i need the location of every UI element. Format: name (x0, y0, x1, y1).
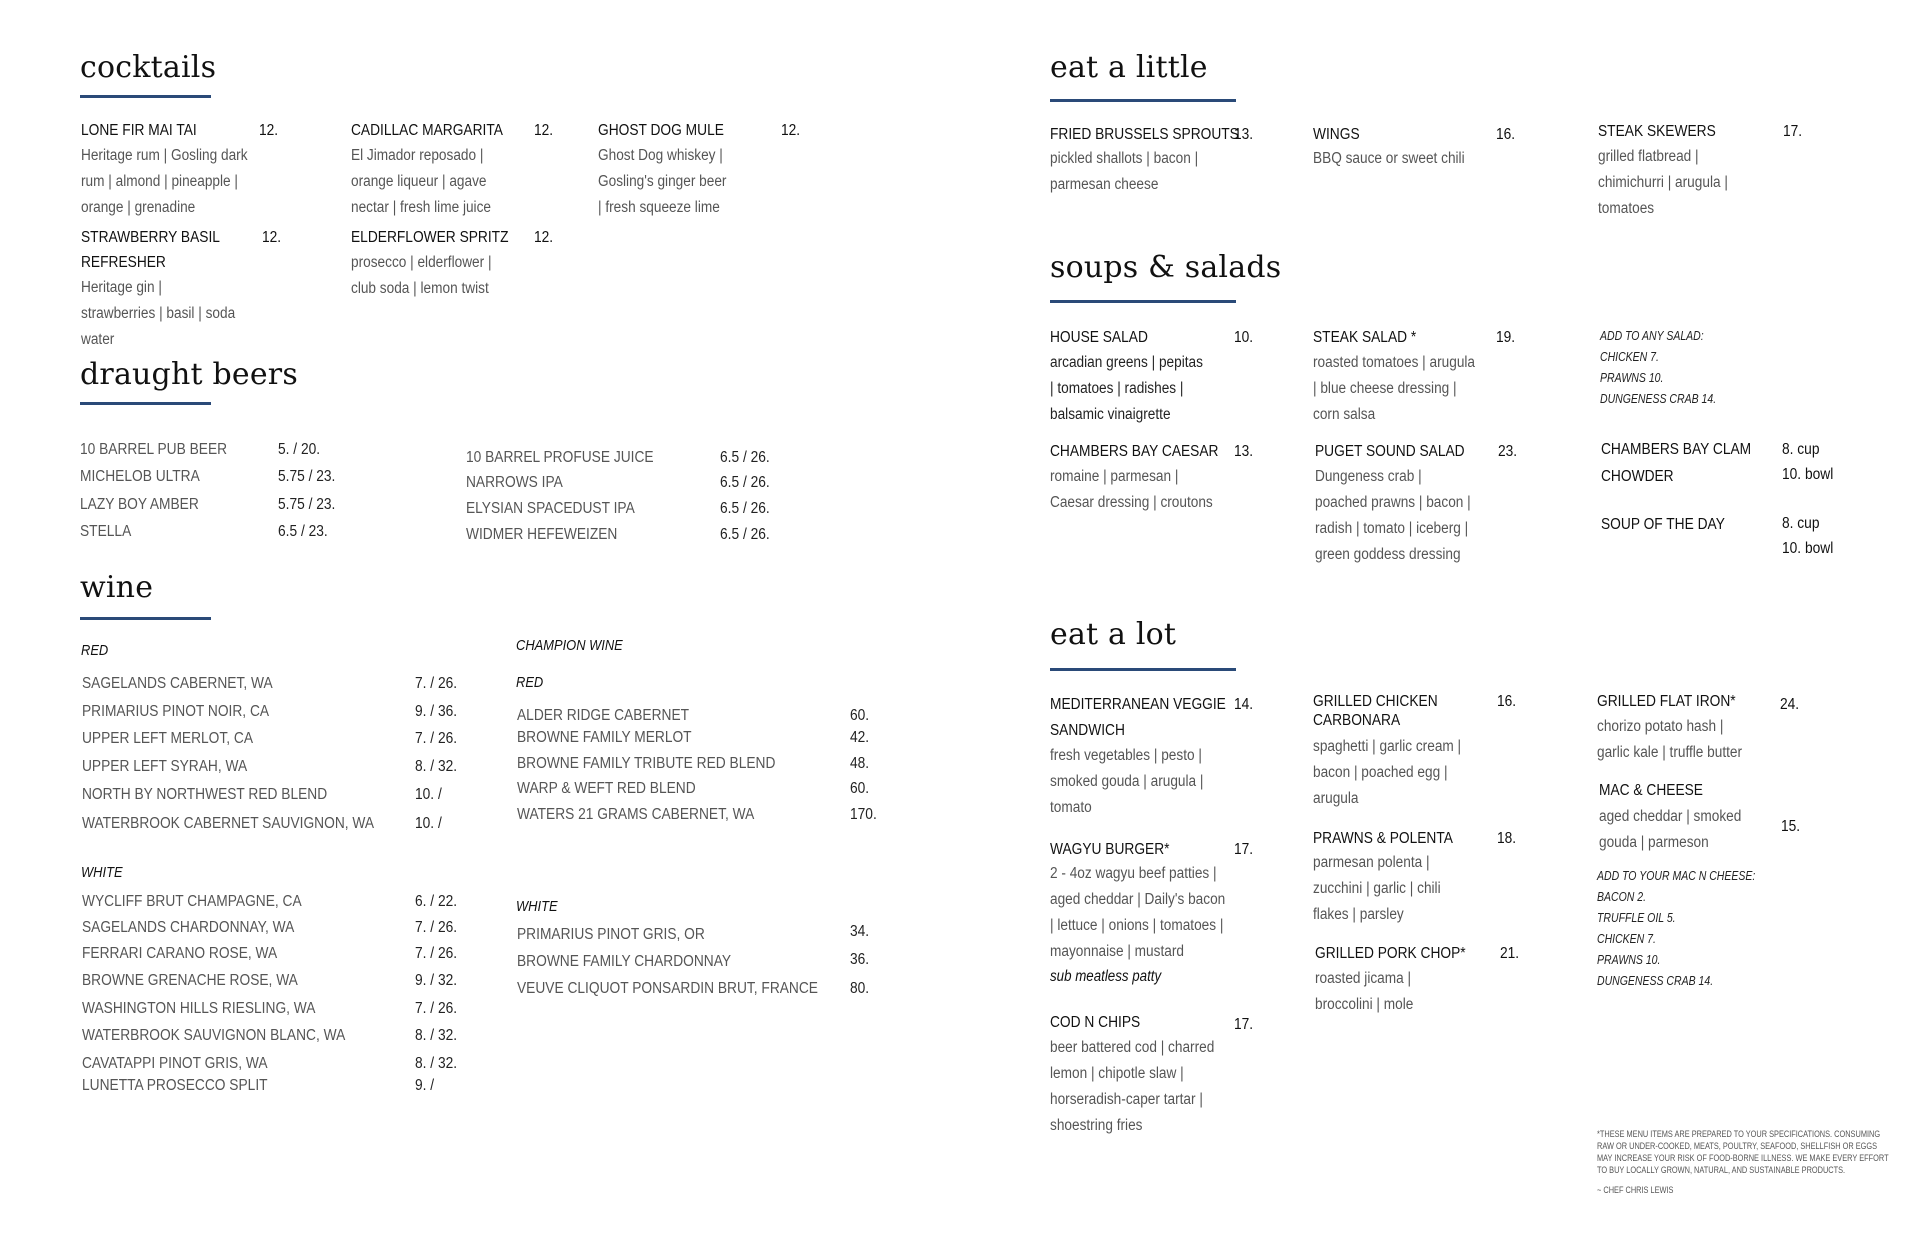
wine-price: 7. / 26. (415, 919, 458, 936)
wine-name: SAGELANDS CHARDONNAY, WA (82, 919, 295, 936)
cocktail-name-line2: REFRESHER (81, 254, 166, 271)
menu-item-name: COD N CHIPS (1050, 1014, 1141, 1031)
menu-item-price: 21. (1500, 945, 1520, 962)
menu-item-note: sub meatless patty (1050, 968, 1162, 985)
menu-item-price: 13. (1234, 126, 1254, 143)
soups-heading: soups & salads (1050, 250, 1282, 285)
wine-name: WASHINGTON HILLS RIESLING, WA (82, 1000, 316, 1017)
wine-name: WATERS 21 GRAMS CABERNET, WA (517, 806, 755, 823)
wine-price: 7. / 26. (415, 945, 458, 962)
wine-white-label: WHITE (81, 864, 123, 881)
wine-price: 34. (850, 923, 870, 940)
menu-item-desc: 2 - 4oz wagyu beef patties | aged cheddar | Daily's bacon | lettuce | onions | tomatoes | mayonnaise | mustard (1050, 865, 1226, 960)
footnote-signature: ~ CHEF CHRIS LEWIS (1597, 1185, 1674, 1195)
salad-addon: PRAWNS 10. (1600, 371, 1664, 385)
chowder-name-line2: CHOWDER (1601, 468, 1674, 485)
menu-item-name-line2: SANDWICH (1050, 722, 1125, 739)
wine-red-label: RED (81, 642, 109, 659)
wine-name: SAGELANDS CABERNET, WA (82, 675, 273, 692)
beer-price: 6.5 / 26. (720, 500, 770, 517)
wine-price: 170. (850, 806, 877, 823)
cocktail-desc: El Jimador reposado | orange liqueur | agave nectar | fresh lime juice (351, 147, 492, 216)
wine-price: 9. / (415, 1077, 435, 1094)
beer-name: ELYSIAN SPACEDUST IPA (466, 500, 635, 517)
wine-name: PRIMARIUS PINOT NOIR, CA (82, 703, 270, 720)
wine-name: BROWNE FAMILY MERLOT (517, 729, 692, 746)
menu-item-name: PUGET SOUND SALAD (1315, 443, 1465, 460)
wine-name: CAVATAPPI PINOT GRIS, WA (82, 1055, 268, 1072)
wine-name: WYCLIFF BRUT CHAMPAGNE, CA (82, 893, 302, 910)
menu-item-price: 10. (1234, 329, 1254, 346)
menu-item-name: STEAK SALAD * (1313, 329, 1417, 346)
beer-price: 5. / 20. (278, 441, 321, 458)
cocktail-name: CADILLAC MARGARITA (351, 122, 503, 139)
menu-item-desc: roasted jicama | broccolini | mole (1315, 970, 1414, 1013)
menu-item-name: FRIED BRUSSELS SPROUTS (1050, 126, 1239, 143)
wine-price: 9. / 36. (415, 703, 458, 720)
menu-item-name: WINGS (1313, 126, 1360, 143)
menu-item-name: GRILLED CHICKEN (1313, 693, 1438, 710)
cocktail-price: 12. (259, 122, 279, 139)
mac-addon: TRUFFLE OIL 5. (1597, 911, 1676, 925)
wine-name: WATERBROOK SAUVIGNON BLANC, WA (82, 1027, 346, 1044)
wine-price: 60. (850, 780, 870, 797)
wine-name: LUNETTA PROSECCO SPLIT (82, 1077, 268, 1094)
wine-price: 9. / 32. (415, 972, 458, 989)
wine-price: 8. / 32. (415, 758, 458, 775)
salad-addon: DUNGENESS CRAB 14. (1600, 392, 1717, 406)
menu-item-name: PRAWNS & POLENTA (1313, 830, 1453, 847)
beer-price: 6.5 / 26. (720, 526, 770, 543)
wine-name: BROWNE FAMILY TRIBUTE RED BLEND (517, 755, 776, 772)
footnote: *THESE MENU ITEMS ARE PREPARED TO YOUR SPECIFICATIONS. CONSUMING RAW OR UNDER-COOKED, MEATS, POULTRY, SEAFOOD, SHELLFISH OR EGGS MAY INCREASE YOUR RISK OF FOOD-BORNE ILLNESS. WE MAKE EVERY EFFORT TO BUY LOCALLY GROWN, NATURAL, AND SUSTAINABLE PRODUCTS. (1597, 1129, 1889, 1175)
mac-addon: BACON 2. (1597, 890, 1647, 904)
wine-price: 7. / 26. (415, 730, 458, 747)
wine-price: 10. / (415, 815, 442, 832)
champion-red-label: RED (516, 674, 544, 691)
wine-price: 6. / 22. (415, 893, 458, 910)
champion-white-label: WHITE (516, 898, 558, 915)
beer-price: 5.75 / 23. (278, 496, 336, 513)
wine-name: NORTH BY NORTHWEST RED BLEND (82, 786, 328, 803)
cocktail-desc: Ghost Dog whiskey | Gosling's ginger beer | fresh squeeze lime (598, 147, 727, 216)
cocktail-price: 12. (534, 229, 554, 246)
menu-item-price: 24. (1780, 696, 1800, 713)
menu-item-name: STEAK SKEWERS (1598, 123, 1716, 140)
cocktail-price: 12. (262, 229, 282, 246)
wine-name: FERRARI CARANO ROSE, WA (82, 945, 278, 962)
mac-addon-title: ADD TO YOUR MAC N CHEESE: (1597, 869, 1756, 883)
cocktail-name: ELDERFLOWER SPRITZ (351, 229, 509, 246)
wine-price: 8. / 32. (415, 1027, 458, 1044)
soup-of-day-cup-price: 8. cup (1782, 515, 1820, 532)
eat-lot-heading: eat a lot (1050, 617, 1177, 652)
wine-name: UPPER LEFT SYRAH, WA (82, 758, 248, 775)
menu-item-price: 16. (1496, 126, 1516, 143)
beer-price: 5.75 / 23. (278, 468, 336, 485)
wine-price: 36. (850, 951, 870, 968)
wine-name: UPPER LEFT MERLOT, CA (82, 730, 254, 747)
wine-rule (80, 617, 211, 620)
wine-name: VEUVE CLIQUOT PONSARDIN BRUT, FRANCE (517, 980, 818, 997)
menu-item-name: MAC & CHEESE (1599, 782, 1703, 799)
menu-item-desc: parmesan polenta | zucchini | garlic | chili flakes | parsley (1313, 854, 1441, 923)
salad-addon: CHICKEN 7. (1600, 350, 1659, 364)
wine-heading: wine (80, 570, 154, 605)
menu-item-name: MEDITERRANEAN VEGGIE (1050, 696, 1226, 713)
menu-item-desc: Dungeness crab | poached prawns | bacon | radish | tomato | iceberg | green goddess dressing (1315, 468, 1471, 563)
menu-item-price: 23. (1498, 443, 1518, 460)
menu-item-name-line2: CARBONARA (1313, 712, 1401, 729)
menu-item-desc: chorizo potato hash | garlic kale | truffle butter (1597, 718, 1743, 761)
beer-price: 6.5 / 26. (720, 474, 770, 491)
menu-item-desc: romaine | parmesan | Caesar dressing | croutons (1050, 468, 1213, 511)
wine-name: WARP & WEFT RED BLEND (517, 780, 696, 797)
menu-item-price: 13. (1234, 443, 1254, 460)
menu-item-name: CHAMBERS BAY CAESAR (1050, 443, 1219, 460)
soups-rule (1050, 300, 1236, 303)
beer-name: 10 BARREL PROFUSE JUICE (466, 449, 654, 466)
eat-little-rule (1050, 99, 1236, 102)
cocktail-name: STRAWBERRY BASIL (81, 229, 220, 246)
wine-price: 8. / 32. (415, 1055, 458, 1072)
beer-name: 10 BARREL PUB BEER (80, 441, 228, 458)
wine-price: 60. (850, 707, 870, 724)
champion-wine-label: CHAMPION WINE (516, 637, 623, 654)
wine-price: 10. / (415, 786, 442, 803)
chowder-name: CHAMBERS BAY CLAM (1601, 441, 1752, 458)
menu-item-price: 17. (1234, 1016, 1254, 1033)
beer-price: 6.5 / 26. (720, 449, 770, 466)
menu-item-price: 19. (1496, 329, 1516, 346)
menu-item-desc: spaghetti | garlic cream | bacon | poached egg | arugula (1313, 738, 1462, 807)
cocktail-desc: prosecco | elderflower | club soda | lemon twist (351, 254, 492, 297)
chowder-cup-price: 8. cup (1782, 441, 1820, 458)
cocktail-desc: Heritage gin | strawberries | basil | soda water (81, 279, 236, 348)
wine-name: BROWNE FAMILY CHARDONNAY (517, 953, 732, 970)
menu-item-desc: pickled shallots | bacon | parmesan cheese (1050, 150, 1199, 193)
beer-name: WIDMER HEFEWEIZEN (466, 526, 618, 543)
beer-name: MICHELOB ULTRA (80, 468, 200, 485)
wine-price: 42. (850, 729, 870, 746)
soup-of-day-bowl-price: 10. bowl (1782, 540, 1834, 557)
beers-rule (80, 402, 211, 405)
soup-of-day-name: SOUP OF THE DAY (1601, 516, 1725, 533)
wine-price: 7. / 26. (415, 1000, 458, 1017)
menu-item-price: 18. (1497, 830, 1517, 847)
wine-name: ALDER RIDGE CABERNET (517, 707, 690, 724)
menu-item-price: 15. (1781, 818, 1801, 835)
beer-name: NARROWS IPA (466, 474, 563, 491)
menu-item-desc: roasted tomatoes | arugula | blue cheese dressing | corn salsa (1313, 354, 1476, 423)
chowder-bowl-price: 10. bowl (1782, 466, 1834, 483)
menu-item-desc: beer battered cod | charred lemon | chipotle slaw | horseradish-caper tartar | shoestring fries (1050, 1039, 1215, 1134)
menu-item-name: HOUSE SALAD (1050, 329, 1148, 346)
eat-little-heading: eat a little (1050, 50, 1208, 85)
beer-name: LAZY BOY AMBER (80, 496, 199, 513)
wine-price: 48. (850, 755, 870, 772)
mac-addon: PRAWNS 10. (1597, 953, 1661, 967)
cocktails-heading: cocktails (80, 50, 217, 85)
salad-addon-title: ADD TO ANY SALAD: (1600, 329, 1704, 343)
menu-item-name: WAGYU BURGER* (1050, 841, 1170, 858)
wine-name: BROWNE GRENACHE ROSE, WA (82, 972, 298, 989)
menu-item-desc: arcadian greens | pepitas | tomatoes | radishes | balsamic vinaigrette (1050, 354, 1203, 423)
menu-item-desc: grilled flatbread | chimichurri | arugula | tomatoes (1598, 148, 1728, 217)
cocktail-name: LONE FIR MAI TAI (81, 122, 197, 139)
wine-price: 80. (850, 980, 870, 997)
menu-item-desc: BBQ sauce or sweet chili (1313, 150, 1465, 167)
wine-name: PRIMARIUS PINOT GRIS, OR (517, 926, 705, 943)
menu-item-price: 16. (1497, 693, 1517, 710)
menu-item-name: GRILLED PORK CHOP* (1315, 945, 1466, 962)
menu-item-desc: aged cheddar | smoked gouda | parmeson (1599, 808, 1742, 851)
menu-item-price: 17. (1783, 123, 1803, 140)
mac-addon: CHICKEN 7. (1597, 932, 1656, 946)
beer-name: STELLA (80, 523, 132, 540)
wine-name: WATERBROOK CABERNET SAUVIGNON, WA (82, 815, 375, 832)
menu-item-desc: fresh vegetables | pesto | smoked gouda | arugula | tomato (1050, 747, 1204, 816)
menu-item-name: GRILLED FLAT IRON* (1597, 693, 1736, 710)
menu-item-price: 14. (1234, 696, 1254, 713)
cocktails-rule (80, 95, 211, 98)
eat-lot-rule (1050, 668, 1236, 671)
cocktail-desc: Heritage rum | Gosling dark rum | almond | pineapple | orange | grenadine (81, 147, 248, 216)
wine-price: 7. / 26. (415, 675, 458, 692)
cocktail-price: 12. (781, 122, 801, 139)
menu-item-price: 17. (1234, 841, 1254, 858)
cocktail-name: GHOST DOG MULE (598, 122, 724, 139)
beer-price: 6.5 / 23. (278, 523, 328, 540)
beers-heading: draught beers (80, 357, 298, 392)
cocktail-price: 12. (534, 122, 554, 139)
mac-addon: DUNGENESS CRAB 14. (1597, 974, 1714, 988)
